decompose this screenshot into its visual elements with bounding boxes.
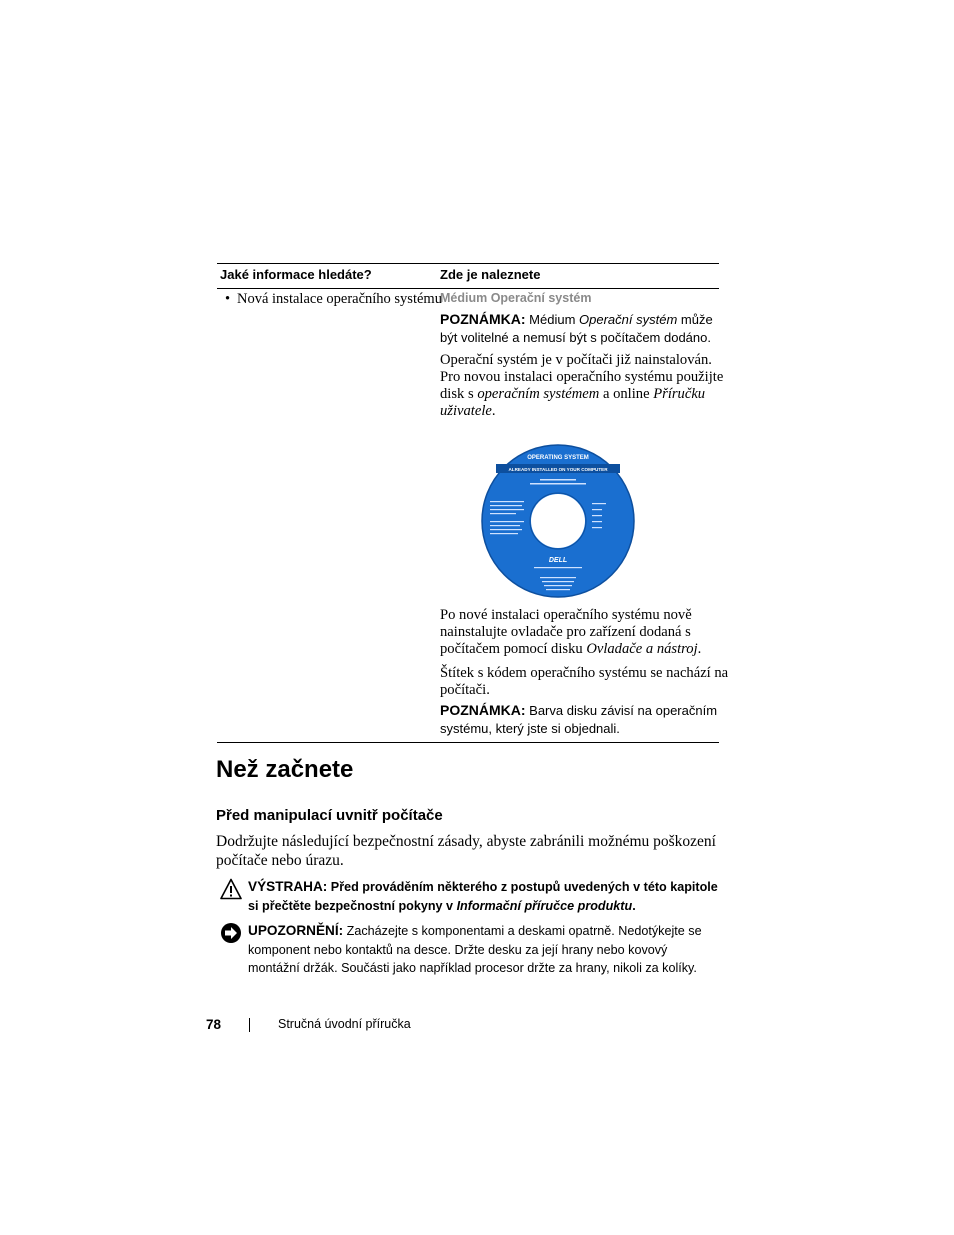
warning-label: VÝSTRAHA: — [248, 879, 328, 894]
page-number: 78 — [206, 1017, 222, 1032]
table-header-rule — [217, 288, 719, 289]
note-optional-media — [440, 310, 730, 347]
notice-arrow-icon — [220, 922, 242, 944]
note-text: Barva disku závisí na operačním systému, který jste si objednali. — [440, 703, 718, 736]
note-text: může být volitelné a nemusí být s počítačem dodáno. — [440, 312, 713, 345]
bullet-icon: • — [225, 291, 231, 307]
footer-title: Stručná úvodní příručka — [278, 1017, 411, 1031]
table-header-location: Zde je naleznete — [440, 267, 541, 282]
para-text: Po nové instalaci operačního systému nově nainstalujte ovladače pro zařízení dodaná s počítačem pomocí disku — [440, 607, 692, 657]
cd-banner: ALREADY INSTALLED ON YOUR COMPUTER — [508, 467, 608, 472]
footer-separator — [249, 1018, 250, 1032]
para-italic: Příručku uživatele — [440, 386, 706, 419]
cd-title: OPERATING SYSTEM — [527, 455, 589, 461]
os-install-paragraph — [440, 352, 730, 420]
drivers-paragraph — [440, 607, 730, 658]
notice-body: Zacházejte s komponentami a deskami opatrně. Nedotýkejte se komponent nebo kontaktů na desce. Držte desku za její hrany nebo kovový montážní držák. Součásti jako například procesor držte za hrany, nikoli za kolíky. — [248, 924, 702, 975]
para-text: Operační systém je v počítači již nainstalován. Pro novou instalaci operačního systému použijte disk s — [440, 352, 724, 402]
note-label: POZNÁMKA: — [440, 311, 526, 327]
para-text: . — [491, 403, 496, 419]
warning-italic: Informační příručce produktu — [456, 898, 633, 913]
warning-body: Před prováděním některého z postupů uvedených v této kapitole si přečtěte bezpečnostní pokyny v — [248, 880, 718, 913]
para-text: a online — [599, 386, 654, 402]
warning-triangle-icon — [220, 878, 242, 900]
os-label-paragraph: Štítek s kódem operačního systému se nachází na počítači. — [440, 665, 729, 698]
info-table — [217, 263, 729, 743]
intro-paragraph: Dodržujte následující bezpečnostní zásady, abyste zabránili možnému poškození počítače nebo úrazu. — [216, 833, 716, 869]
section-title: Než začnete — [216, 756, 354, 783]
notice-text — [248, 922, 718, 978]
operating-system-cd-image — [480, 443, 636, 599]
note-label: POZNÁMKA: — [440, 702, 526, 718]
warning-body: . — [632, 898, 636, 913]
table-bottom-rule — [217, 742, 719, 743]
para-text: . — [697, 641, 702, 657]
table-row-item — [225, 291, 442, 308]
note-italic: Operační systém — [579, 312, 678, 327]
table-header-question: Jaké informace hledáte? — [220, 267, 372, 282]
para-italic: Ovladače a nástroj — [586, 641, 698, 657]
warning-text — [248, 878, 718, 915]
note-text: Médium — [525, 312, 580, 327]
cd-brand-logo: DELL — [548, 557, 568, 564]
subsection-title: Před manipulací uvnitř počítače — [216, 807, 443, 824]
notice-label: UPOZORNĚNÍ: — [248, 923, 344, 938]
note-disc-color — [440, 701, 730, 738]
table-top-rule — [217, 263, 719, 264]
media-title: Médium Operační systém — [440, 291, 592, 305]
para-italic: operačním systémem — [477, 386, 600, 402]
table-item-text: Nová instalace operačního systému — [237, 291, 442, 307]
